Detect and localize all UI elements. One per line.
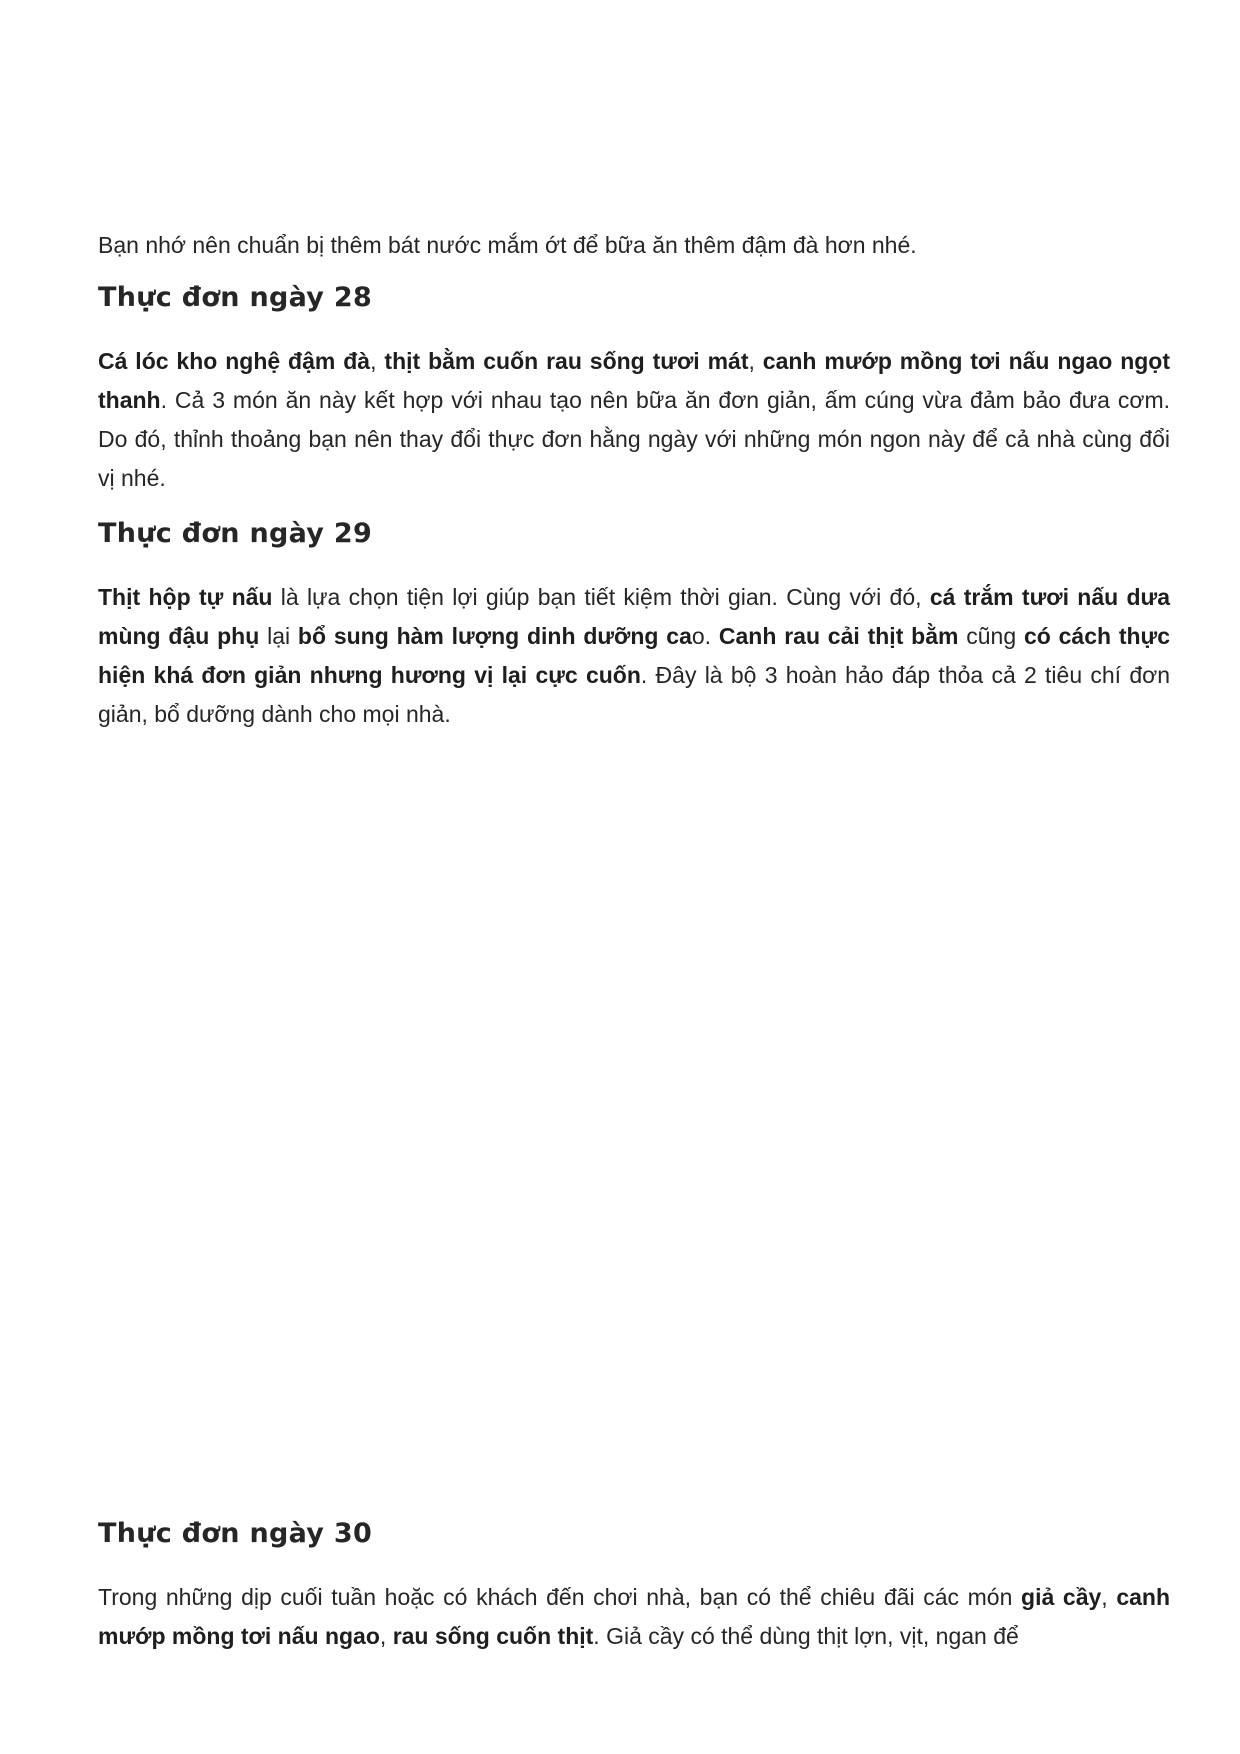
heading-day-29: Thực đơn ngày 29 [98, 518, 373, 549]
bold-text-run: canh mướp mồng tơi nấu ngao ngọt thanh [98, 348, 1171, 413]
text-run: . Cả 3 món ăn này kết hợp với nhau tạo nên bữa ăn đơn giản, ấm cúng vừa đảm bảo đưa cơm. Do đó, thỉnh thoảng bạn nên thay đổi thực đơn hằng ngày với những món ngon này để cả nhà cùng đổi vị nhé. [98, 387, 1170, 491]
paragraph-day-30 [98, 1578, 1170, 1656]
bold-text-run: thịt bằm cuốn rau sống tươi mát [384, 348, 749, 374]
text-run: , [748, 348, 763, 374]
bold-text-run: Canh rau cải thịt bằm [718, 623, 959, 649]
intro-paragraph [98, 226, 1170, 265]
text-run: lại [259, 623, 298, 649]
bold-text-run: bổ sung hàm lượng dinh dưỡng ca [297, 623, 692, 649]
text-run: cũng [958, 623, 1024, 649]
text-run: . Giả cầy có thể dùng thịt lợn, vịt, ngan để [593, 1623, 1019, 1649]
bold-text-run: có cách thực hiện khá đơn giản nhưng hương vị lại cực cuốn [98, 623, 1170, 688]
text-run: , [1101, 1584, 1117, 1610]
bold-text-run: giả cầy [1021, 1584, 1102, 1610]
bold-text-run: rau sống cuốn thịt [392, 1623, 594, 1649]
bold-text-run: Thịt hộp tự nấu [98, 584, 273, 610]
bold-text-run: cá trắm tươi nấu dưa mùng đậu phụ [98, 584, 1171, 649]
text-run: . Đây là bộ 3 hoàn hảo đáp thỏa cả 2 tiêu chí đơn giản, bổ dưỡng dành cho mọi nhà. [98, 662, 1170, 727]
text-run: Trong những dịp cuối tuần hoặc có khách đến chơi nhà, bạn có thể chiêu đãi các món [98, 1584, 1022, 1610]
text-run: o. [691, 623, 719, 649]
heading-day-30: Thực đơn ngày 30 [98, 1518, 373, 1549]
paragraph-day-28 [98, 342, 1170, 498]
text-run: , [370, 348, 385, 374]
paragraph-day-29 [98, 578, 1170, 734]
text-run: là lựa chọn tiện lợi giúp bạn tiết kiệm thời gian. Cùng với đó, [272, 584, 930, 610]
heading-day-28: Thực đơn ngày 28 [98, 282, 373, 313]
bold-text-run: canh mướp mồng tơi nấu ngao [98, 1584, 1170, 1649]
text-run: , [379, 1623, 393, 1649]
text-run: Bạn nhớ nên chuẩn bị thêm bát nước mắm ớt để bữa ăn thêm đậm đà hơn nhé. [98, 232, 917, 258]
bold-text-run: Cá lóc kho nghệ đậm đà [98, 348, 371, 374]
